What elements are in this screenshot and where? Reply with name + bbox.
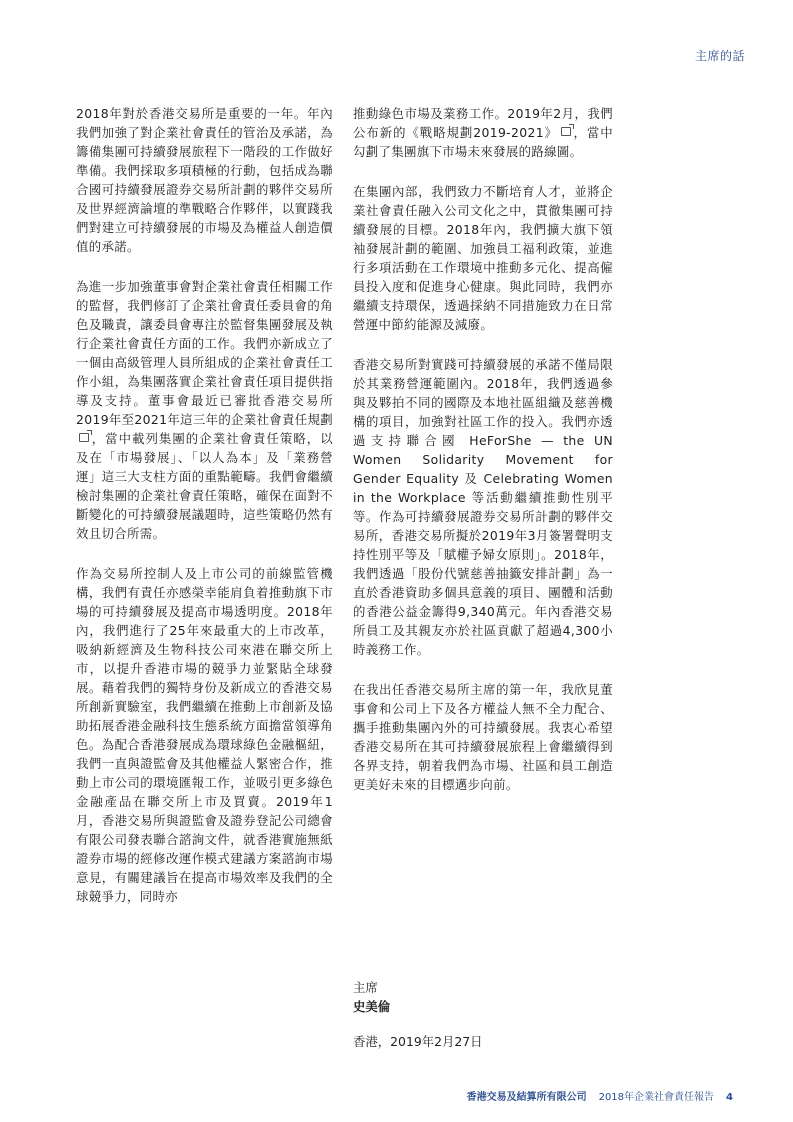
page-number: 4 (726, 1092, 733, 1103)
footer-report-title: 2018年企業社會責任報告 (598, 1092, 715, 1103)
paragraph-6: 香港交易所對實踐可持續發展的承諾不僅局限於其業務營運範圍內。2018年，我們透過參與及夥拍不同的國際及本地社區組織及慈善機構的項目，加強對社區工作的投入。我們亦透過支持聯合國 HeForShe — the UN Women Solidarity Movement for Gender Equality 及 Celebrating Women in the Workplace 等活動繼續推動性別平等。作為可持續發展證券交易所計劃的夥伴交易所，香港交易所擬於2019年3月簽署聲明支持性別平等及「賦權予婦女原則」。2018年，我們透過「股份代號慈善抽籤安排計劃」為一直於香港資助多個具意義的項目、團體和活動的香港公益金籌得9,340萬元。年內香港交易所員工及其親友亦於社區貢獻了超過4,300小時義務工作。 (353, 357, 613, 657)
external-link-icon[interactable] (561, 127, 571, 136)
paragraph-4-part-a: 推動綠色市場及業務工作。2019年2月，我們公布新的《戰略規劃2019-2021》 (353, 106, 613, 140)
paragraph-4-part-b: ，當中勾劃了集團旗下市場未來發展的路線圖。 (353, 125, 614, 159)
paragraph-7: 在我出任香港交易所主席的第一年，我欣見董事會和公司上下及各方權益人無不全力配合、攜手推動集團內外的可持續發展。我衷心希望香港交易所在其可持續發展旅程上會繼續得到各界支持，朝着我們為市場、社區和員工創造更美好未來的目標邁步向前。 (353, 682, 613, 792)
paragraph-5: 在集團內部，我們致力不斷培育人才，並將企業社會責任融入公司文化之中，貫徹集團可持續發展的目標。2018年內，我們擴大旗下領袖發展計劃的範圍、加強員工福利政策，並進行多項活動在工作環境中推動多元化、提高僱員投入度和促進身心健康。與此同時，我們亦繼續支持環保，透過採納不同措施致力在日常營運中節約能源及減廢。 (353, 184, 613, 332)
left-column (76, 104, 333, 927)
signature-block (353, 978, 483, 1051)
signatory-name: 史美倫 (353, 999, 391, 1014)
paragraph-2 (76, 277, 333, 543)
footer (467, 1088, 733, 1103)
paragraph-3: 作為交易所控制人及上市公司的前線監管機構，我們有責任亦感榮幸能肩負着推動旗下市場的可持續發展及提高市場透明度。2018年內，我們進行了25年來最重大的上市改革，吸納新經濟及生物科技公司來港在聯交所上市，以提升香港市場的競爭力並緊貼全球發展。藉着我們的獨特身份及新成立的香港交易所創新實驗室，我們繼續在推動上市創新及協助拓展香港金融科技生態系統方面擔當領導角色。為配合香港發展成為環球綠色金融樞紐，我們一直與證監會及其他權益人緊密合作，推動上市公司的環境匯報工作，並吸引更多綠色金融產品在聯交所上市及買賣。2019年1月，香港交易所與證監會及證券登記公司總會有限公司發表聯合諮詢文件，就香港實施無紙證券市場的經修改運作模式建議方案諮詢市場意見，有關建議旨在提高市場效率及我們的全球競爭力，同時亦 (76, 566, 333, 904)
paragraph-1: 2018年對於香港交易所是重要的一年。年內我們加強了對企業社會責任的管治及承諾，為籌備集團可持續發展旅程下一階段的工作做好準備。我們採取多項積極的行動，包括成為聯合國可持續發展證券交易所計劃的夥伴交易所及世界經濟論壇的準戰略合作夥伴，以實踐我們對建立可持續發展的市場及為權益人創造價值的承諾。 (76, 106, 333, 254)
right-column (353, 104, 613, 815)
paragraph-2-part-b: ，當中載列集團的企業社會責任策略，以及在「市場發展」、「以人為本」及「業務營運」這三大支柱方面的重點範疇。我們會繼續檢討集團的企業社會責任策略，確保在面對不斷變化的可持續發展議題時，這些策略仍然有效且切合所需。 (76, 431, 333, 541)
external-link-icon[interactable] (79, 433, 89, 442)
footer-company: 香港交易及結算所有限公司 (466, 1092, 587, 1103)
paragraph-4 (353, 104, 613, 161)
paragraph-2-part-a: 為進一步加強董事會對企業社會責任相關工作的監督，我們修訂了企業社會責任委員會的角色及職責，讓委員會專注於監督集團發展及執行企業社會責任方面的工作。我們亦新成立了一個由高級管理人員所組成的企業社會責任工作小組，為集團落實企業社會責任項目提供指導及支持。董事會最近已審批香港交易所2019年至2021年這三年的企業社會責任規劃 (76, 279, 333, 427)
signature-date: 香港，2019年2月27日 (353, 1034, 483, 1049)
signatory-role: 主席 (353, 980, 378, 995)
section-title: 主席的話 (694, 49, 745, 63)
